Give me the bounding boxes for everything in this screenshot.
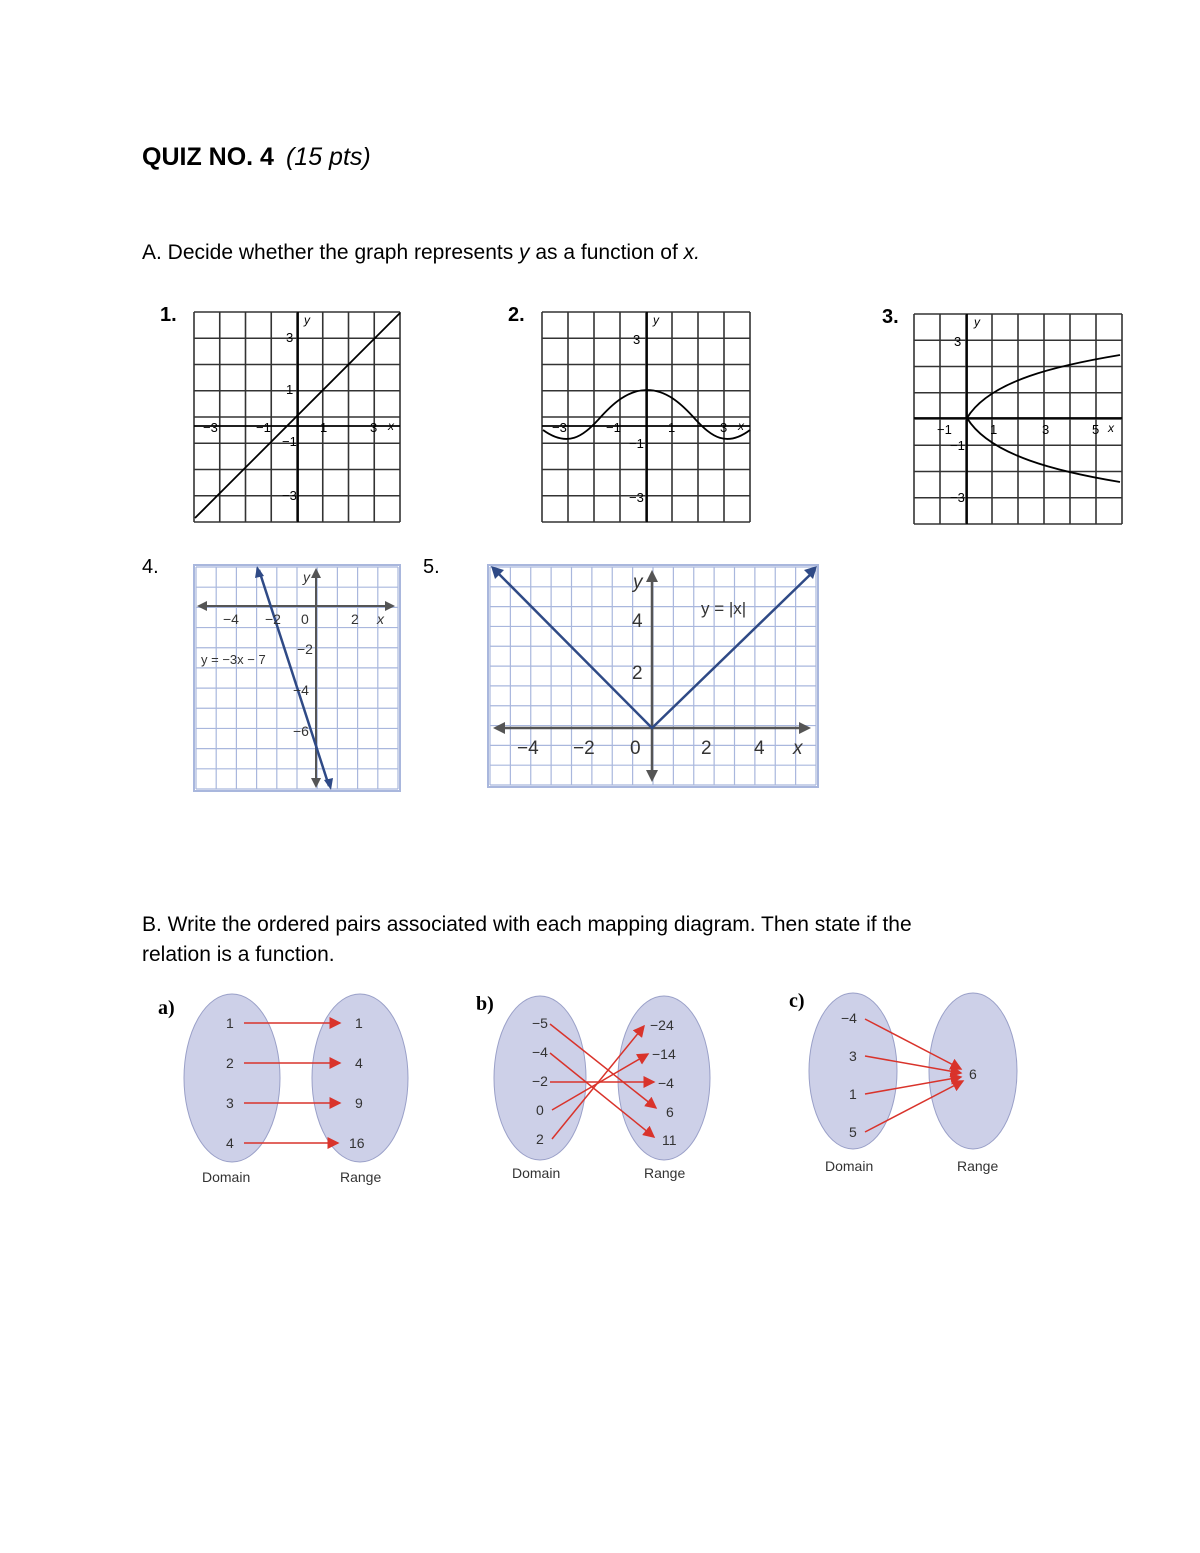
mapping-b-range-value: −4 [658,1075,674,1091]
mapping-a [150,990,420,1190]
mapping-c-domain-value: 3 [849,1048,857,1064]
graph-5-equation: y = |x| [701,599,747,618]
graph-2-tick-y: −1 [629,436,644,451]
graph-3-axis-x-label: x [1108,421,1114,435]
graph-1 [190,308,406,526]
graph-4-tick-x: −2 [265,611,281,627]
graph-2-tick-y: −3 [629,490,644,505]
mapping-b-range-value: 11 [662,1132,677,1148]
graph-3-axis-y-label: y [974,315,980,329]
graph-4-axis-x-label: x [377,611,384,627]
mapping-c-domain-value: 5 [849,1124,857,1140]
graph-4-line-arrow-icon [324,778,333,790]
mapping-c-range-title: Range [957,1158,999,1174]
graph-2-tick-x: −3 [552,420,567,435]
graph-1-tick-y: 1 [286,382,294,397]
mapping-b-domain-value: 2 [536,1131,544,1147]
mapping-b-range-title: Range [644,1165,686,1181]
part-b-line-2: relation is a function. [142,943,335,966]
mapping-b-range-value: −24 [650,1017,674,1033]
graph-5-arrow-right-icon [799,722,811,734]
graph-3-tick-y: 3 [954,334,962,349]
graph-4-grid [196,567,398,789]
graph-1-tick-x: −1 [256,420,271,435]
quiz-title [142,143,371,172]
graph-5-tick-x: 4 [754,738,765,759]
graph-2-tick-y: 3 [633,332,641,347]
graph-1-tick-x: −3 [203,420,218,435]
graph-3-tick-x: 5 [1092,422,1100,437]
graph-3-tick-y: −3 [950,490,965,505]
mapping-a-label: a) [158,997,175,1019]
graph-4-tick-y: −4 [293,682,309,698]
graph-2-number: 2. [508,304,525,326]
graph-3-tick-x: 1 [990,422,998,437]
graph-5-axis-x-label: x [793,738,803,759]
graph-1-number: 1. [160,304,177,326]
graph-1-tick-y: −3 [282,488,297,503]
graph-1-axis-y-label: y [304,313,310,327]
graph-3-number: 3. [882,306,899,328]
graph-1-axis-x-label: x [388,419,394,433]
mapping-a-domain-value: 4 [226,1135,234,1151]
graph-4-arrow-down-icon [311,778,321,788]
graph-4-tick-x: 2 [351,611,359,627]
mapping-c-label: c) [789,990,805,1012]
graph-1-tick-x: 1 [320,420,328,435]
graph-1-tick-y: 3 [286,330,294,345]
mapping-b-domain-value: −4 [532,1044,548,1060]
graph-5-tick-x: −4 [517,738,539,759]
mapping-b-domain-value: −2 [532,1073,548,1089]
graph-5-number: 5. [423,556,440,578]
mapping-a-range-value: 1 [355,1015,363,1031]
graph-2 [538,308,756,526]
graph-4-tick-y: −6 [293,723,309,739]
mapping-b-range-value: −14 [652,1046,676,1062]
mapping-c-domain-value: 1 [849,1086,857,1102]
quiz-title-text: QUIZ NO. 4 [142,143,274,171]
mapping-c-range-value: 6 [969,1066,977,1082]
graph-3-tick-y: −1 [950,438,965,453]
graph-3 [910,310,1128,528]
mapping-a-range-title: Range [340,1169,382,1185]
mapping-a-range-value: 9 [355,1095,363,1111]
graph-5-arrow-left-icon [493,722,505,734]
graph-2-tick-x: 3 [720,420,728,435]
part-b-line-1: B. Write the ordered pairs associated with each mapping diagram. Then state if the [142,913,912,936]
graph-4-arrow-up-icon [311,568,321,578]
part-b-instructions [142,910,912,970]
mapping-a-range-value: 4 [355,1055,363,1071]
part-a-middle: as a function of [529,241,684,264]
part-a-var-y: y [519,241,530,264]
graph-5-axis-y-label: y [633,572,643,593]
graph-5-tick-x: 0 [630,738,641,759]
mapping-c-domain-title: Domain [825,1158,874,1174]
graph-2-grid [542,312,750,522]
graph-1-tick-x: 3 [370,420,378,435]
graph-5-curve [495,570,815,728]
graph-4-equation: y = −3x − 7 [201,652,266,667]
graph-5-tick-y: 4 [632,611,643,632]
graph-2-axis-x-label: x [738,419,744,433]
graph-3-tick-x: 3 [1042,422,1050,437]
mapping-c-domain-value: −4 [841,1010,857,1026]
graph-2-tick-x: −1 [606,420,621,435]
mapping-b-range-value: 6 [666,1104,674,1120]
graph-5 [487,564,819,788]
graph-4-arrow-right-icon [385,601,395,611]
mapping-b-domain-value: 0 [536,1102,544,1118]
graph-3-tick-x: −1 [937,422,952,437]
graph-4-tick-x: −4 [223,611,239,627]
quiz-points: (15 pts) [285,143,371,171]
mapping-b-domain-title: Domain [512,1165,561,1181]
mapping-b-label: b) [476,993,494,1015]
graph-4-arrow-left-icon [197,601,207,611]
graph-4-axis-y-label: y [303,569,310,585]
mapping-a-domain-value: 3 [226,1095,234,1111]
graph-5-arrow-up-icon [646,570,658,582]
mapping-c [785,985,1055,1185]
graph-4-line [259,570,329,786]
graph-4-number: 4. [142,556,159,578]
mapping-b [470,990,740,1190]
part-a-prefix: A. Decide whether the graph represents [142,241,520,264]
graph-5-tick-y: 2 [632,663,643,684]
graph-2-axis-y-label: y [653,313,659,327]
graph-4 [193,564,401,792]
mapping-a-domain-title: Domain [202,1169,251,1185]
graph-5-tick-x: −2 [573,738,595,759]
graph-4-tick-y: −2 [297,641,313,657]
graph-3-grid [914,314,1122,524]
graph-1-tick-y: −1 [282,434,297,449]
graph-4-tick-x: 0 [301,611,309,627]
mapping-b-domain-value: −5 [532,1015,548,1031]
part-a-instructions [142,238,700,268]
mapping-a-domain-value: 2 [226,1055,234,1071]
graph-2-tick-x: 1 [668,420,676,435]
part-a-var-x: x. [683,241,700,264]
mapping-a-domain-value: 1 [226,1015,234,1031]
graph-5-arrow-down-icon [646,770,658,782]
mapping-a-range-value: 16 [349,1135,365,1151]
graph-5-tick-x: 2 [701,738,712,759]
